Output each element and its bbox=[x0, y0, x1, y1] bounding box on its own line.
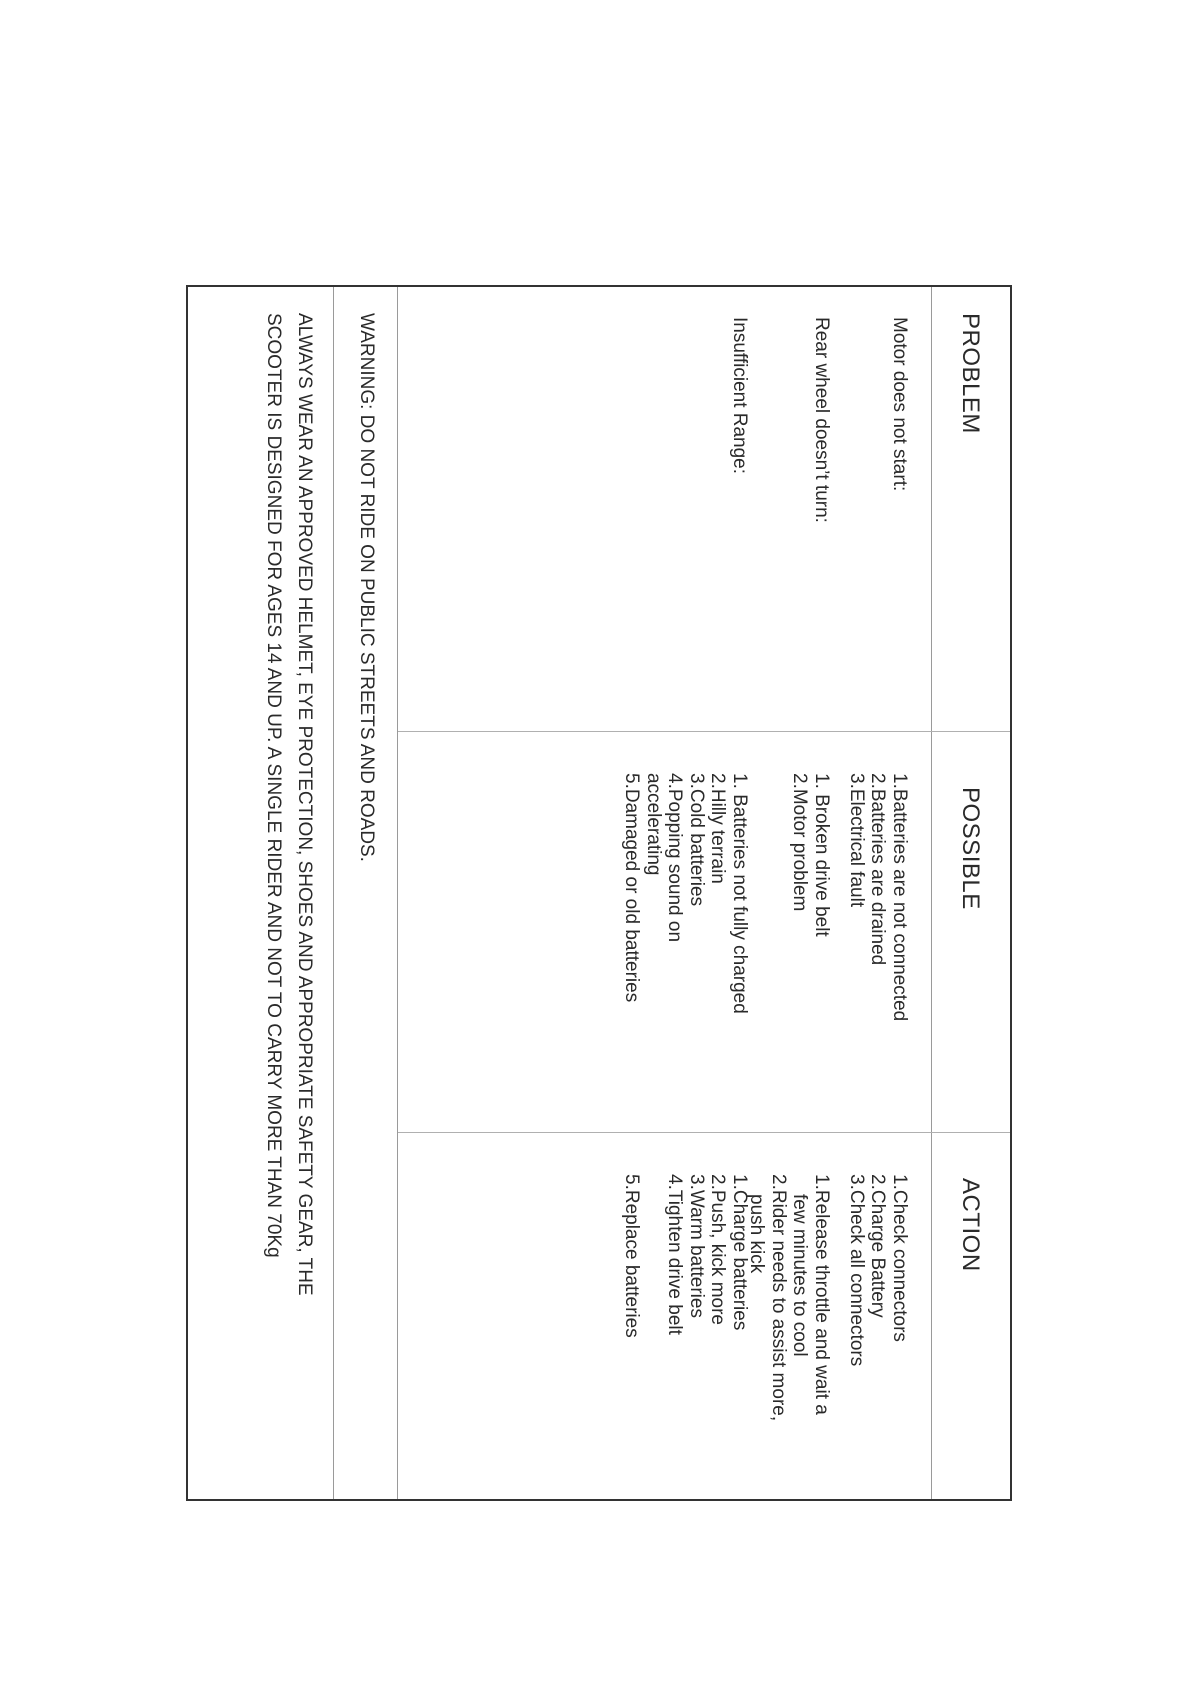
list-item: 4.Tighten drive belt bbox=[664, 1174, 686, 1335]
possible-causes-motor bbox=[846, 773, 911, 1021]
column-divider-action bbox=[398, 1132, 1010, 1133]
list-item: 5.Replace batteries bbox=[621, 1174, 643, 1338]
table-body-divider bbox=[397, 287, 398, 1499]
actions-range bbox=[621, 1174, 750, 1338]
list-item: 3.Cold batteries bbox=[686, 773, 707, 907]
list-item: accelerating bbox=[643, 773, 664, 876]
safety-notice bbox=[258, 313, 320, 1296]
list-item: 5.Damaged or old batteries bbox=[621, 773, 643, 1003]
problem-motor: Motor does not start: bbox=[889, 317, 910, 492]
list-item: 1.Release throttle and wait a bbox=[811, 1174, 832, 1415]
list-item: 2.Hilly terrain bbox=[707, 773, 729, 884]
header-action: ACTION bbox=[957, 1178, 984, 1272]
list-item: 2.Push, kick more bbox=[707, 1174, 729, 1325]
safety-notice-line: SCOOTER IS DESIGNED FOR AGES 14 AND UP. A SINGLE RIDER AND NOT TO CARRY MORE THAN 70Kg bbox=[263, 313, 284, 1258]
list-item: 1. Broken drive belt bbox=[811, 773, 832, 937]
actions-motor bbox=[846, 1174, 911, 1366]
header-problem: PROBLEM bbox=[957, 313, 984, 434]
actions-rear-wheel bbox=[746, 1174, 832, 1421]
header-possible: POSSIBLE bbox=[957, 787, 984, 910]
list-item: 3.Electrical fault bbox=[846, 773, 867, 908]
list-item: 2.Batteries are drained bbox=[867, 773, 889, 966]
list-item: 3.Warm batteries bbox=[686, 1174, 707, 1318]
problem-rear-wheel: Rear wheel doesn’t turn: bbox=[811, 317, 832, 523]
troubleshooting-table bbox=[186, 285, 1012, 1501]
list-item bbox=[643, 1174, 665, 1338]
header-divider bbox=[931, 287, 932, 1499]
column-divider-possible bbox=[398, 731, 1010, 732]
list-item: 4.Popping sound on bbox=[664, 773, 686, 943]
list-item: 2.Motor problem bbox=[789, 773, 811, 912]
list-item: few minutes to cool bbox=[789, 1194, 811, 1357]
list-item: push kick bbox=[746, 1194, 768, 1274]
list-item: 3.Check all connectors bbox=[846, 1174, 867, 1367]
list-item: 1.Check connectors bbox=[889, 1174, 910, 1342]
list-item: 2.Charge Battery bbox=[867, 1174, 889, 1318]
warning-divider bbox=[333, 287, 334, 1499]
troubleshooting-table-content bbox=[188, 287, 1010, 1499]
possible-causes-range bbox=[621, 773, 750, 1014]
list-item: 1.Charge batteries bbox=[729, 1174, 750, 1331]
warning-text: WARNING: DO NOT RIDE ON PUBLIC STREETS AND ROADS. bbox=[356, 313, 377, 862]
safety-notice-line: ALWAYS WEAR AN APPROVED HELMET, EYE PROTECTION, SHOES AND APPROPRIATE SAFETY GEAR, THE bbox=[294, 313, 315, 1296]
problem-insufficient-range: Insufficient Range: bbox=[729, 317, 750, 475]
list-item: 2.Rider needs to assist more, bbox=[768, 1174, 789, 1422]
possible-causes-rear-wheel bbox=[789, 773, 832, 937]
list-item: 1.Batteries are not connected bbox=[889, 773, 910, 1022]
list-item: 1. Batteries not fully charged bbox=[729, 773, 750, 1014]
